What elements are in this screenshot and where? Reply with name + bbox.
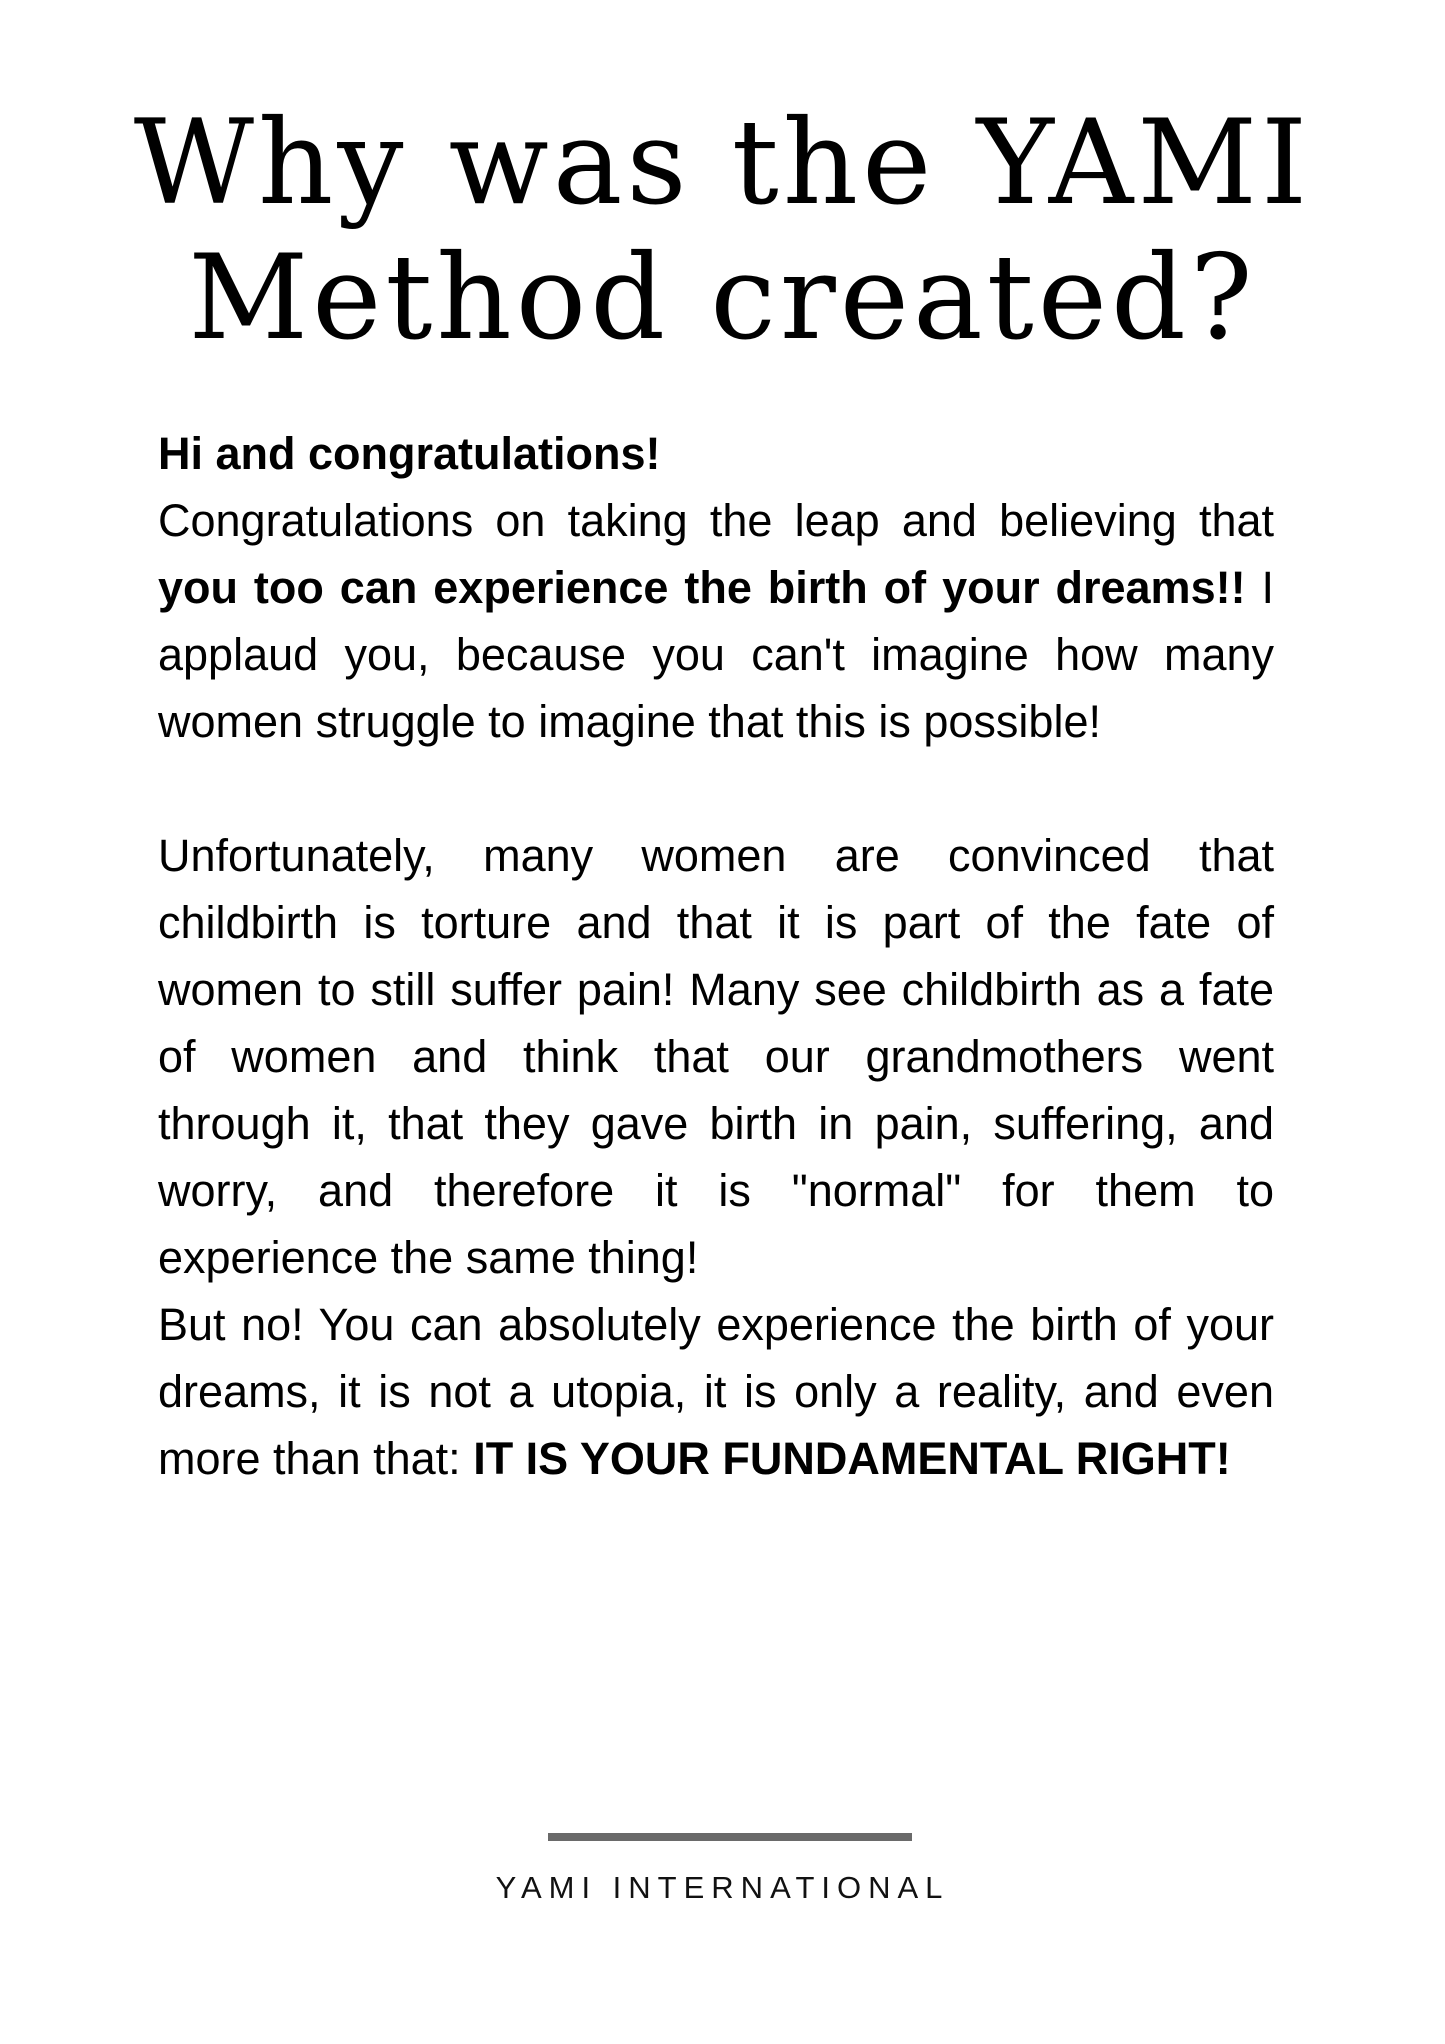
right-emphasis: IT IS YOUR FUNDAMENTAL RIGHT! (473, 1433, 1231, 1484)
page-title (0, 95, 1445, 365)
footer-divider (548, 1833, 912, 1841)
right-paragraph (158, 1291, 1274, 1492)
right-text: But no! You can absolutely experience the birth of your dreams, it is not a utopia, it is only a reality, and even more than that: (158, 1299, 1274, 1484)
intro-text-end: I applaud you, because you can't imagine how many women struggle to imagine that this is possible! (158, 562, 1275, 747)
title-line-2: Method created? (188, 229, 1257, 366)
intro-paragraph (158, 487, 1274, 755)
intro-text-start: Congratulations on taking the leap and believing that (158, 495, 1274, 546)
footer-brand: YAMI INTERNATIONAL (495, 1870, 950, 1905)
article-body (158, 420, 1274, 1492)
paragraph-spacer (158, 755, 1274, 822)
intro-emphasis: you too can experience the birth of your dreams!! (158, 562, 1246, 613)
fate-paragraph: Unfortunately, many women are convinced that childbirth is torture and that it is part of the fate of women to still suffer pain! Many see childbirth as a fate of women and think that our grandmothers went through it, that they gave birth in pain, suffering, and worry, and therefore it is "normal" for them to experience the same thing! (158, 830, 1274, 1283)
greeting-heading: Hi and congratulations! (158, 428, 661, 479)
title-line-1: Why was the YAMI (133, 94, 1312, 231)
